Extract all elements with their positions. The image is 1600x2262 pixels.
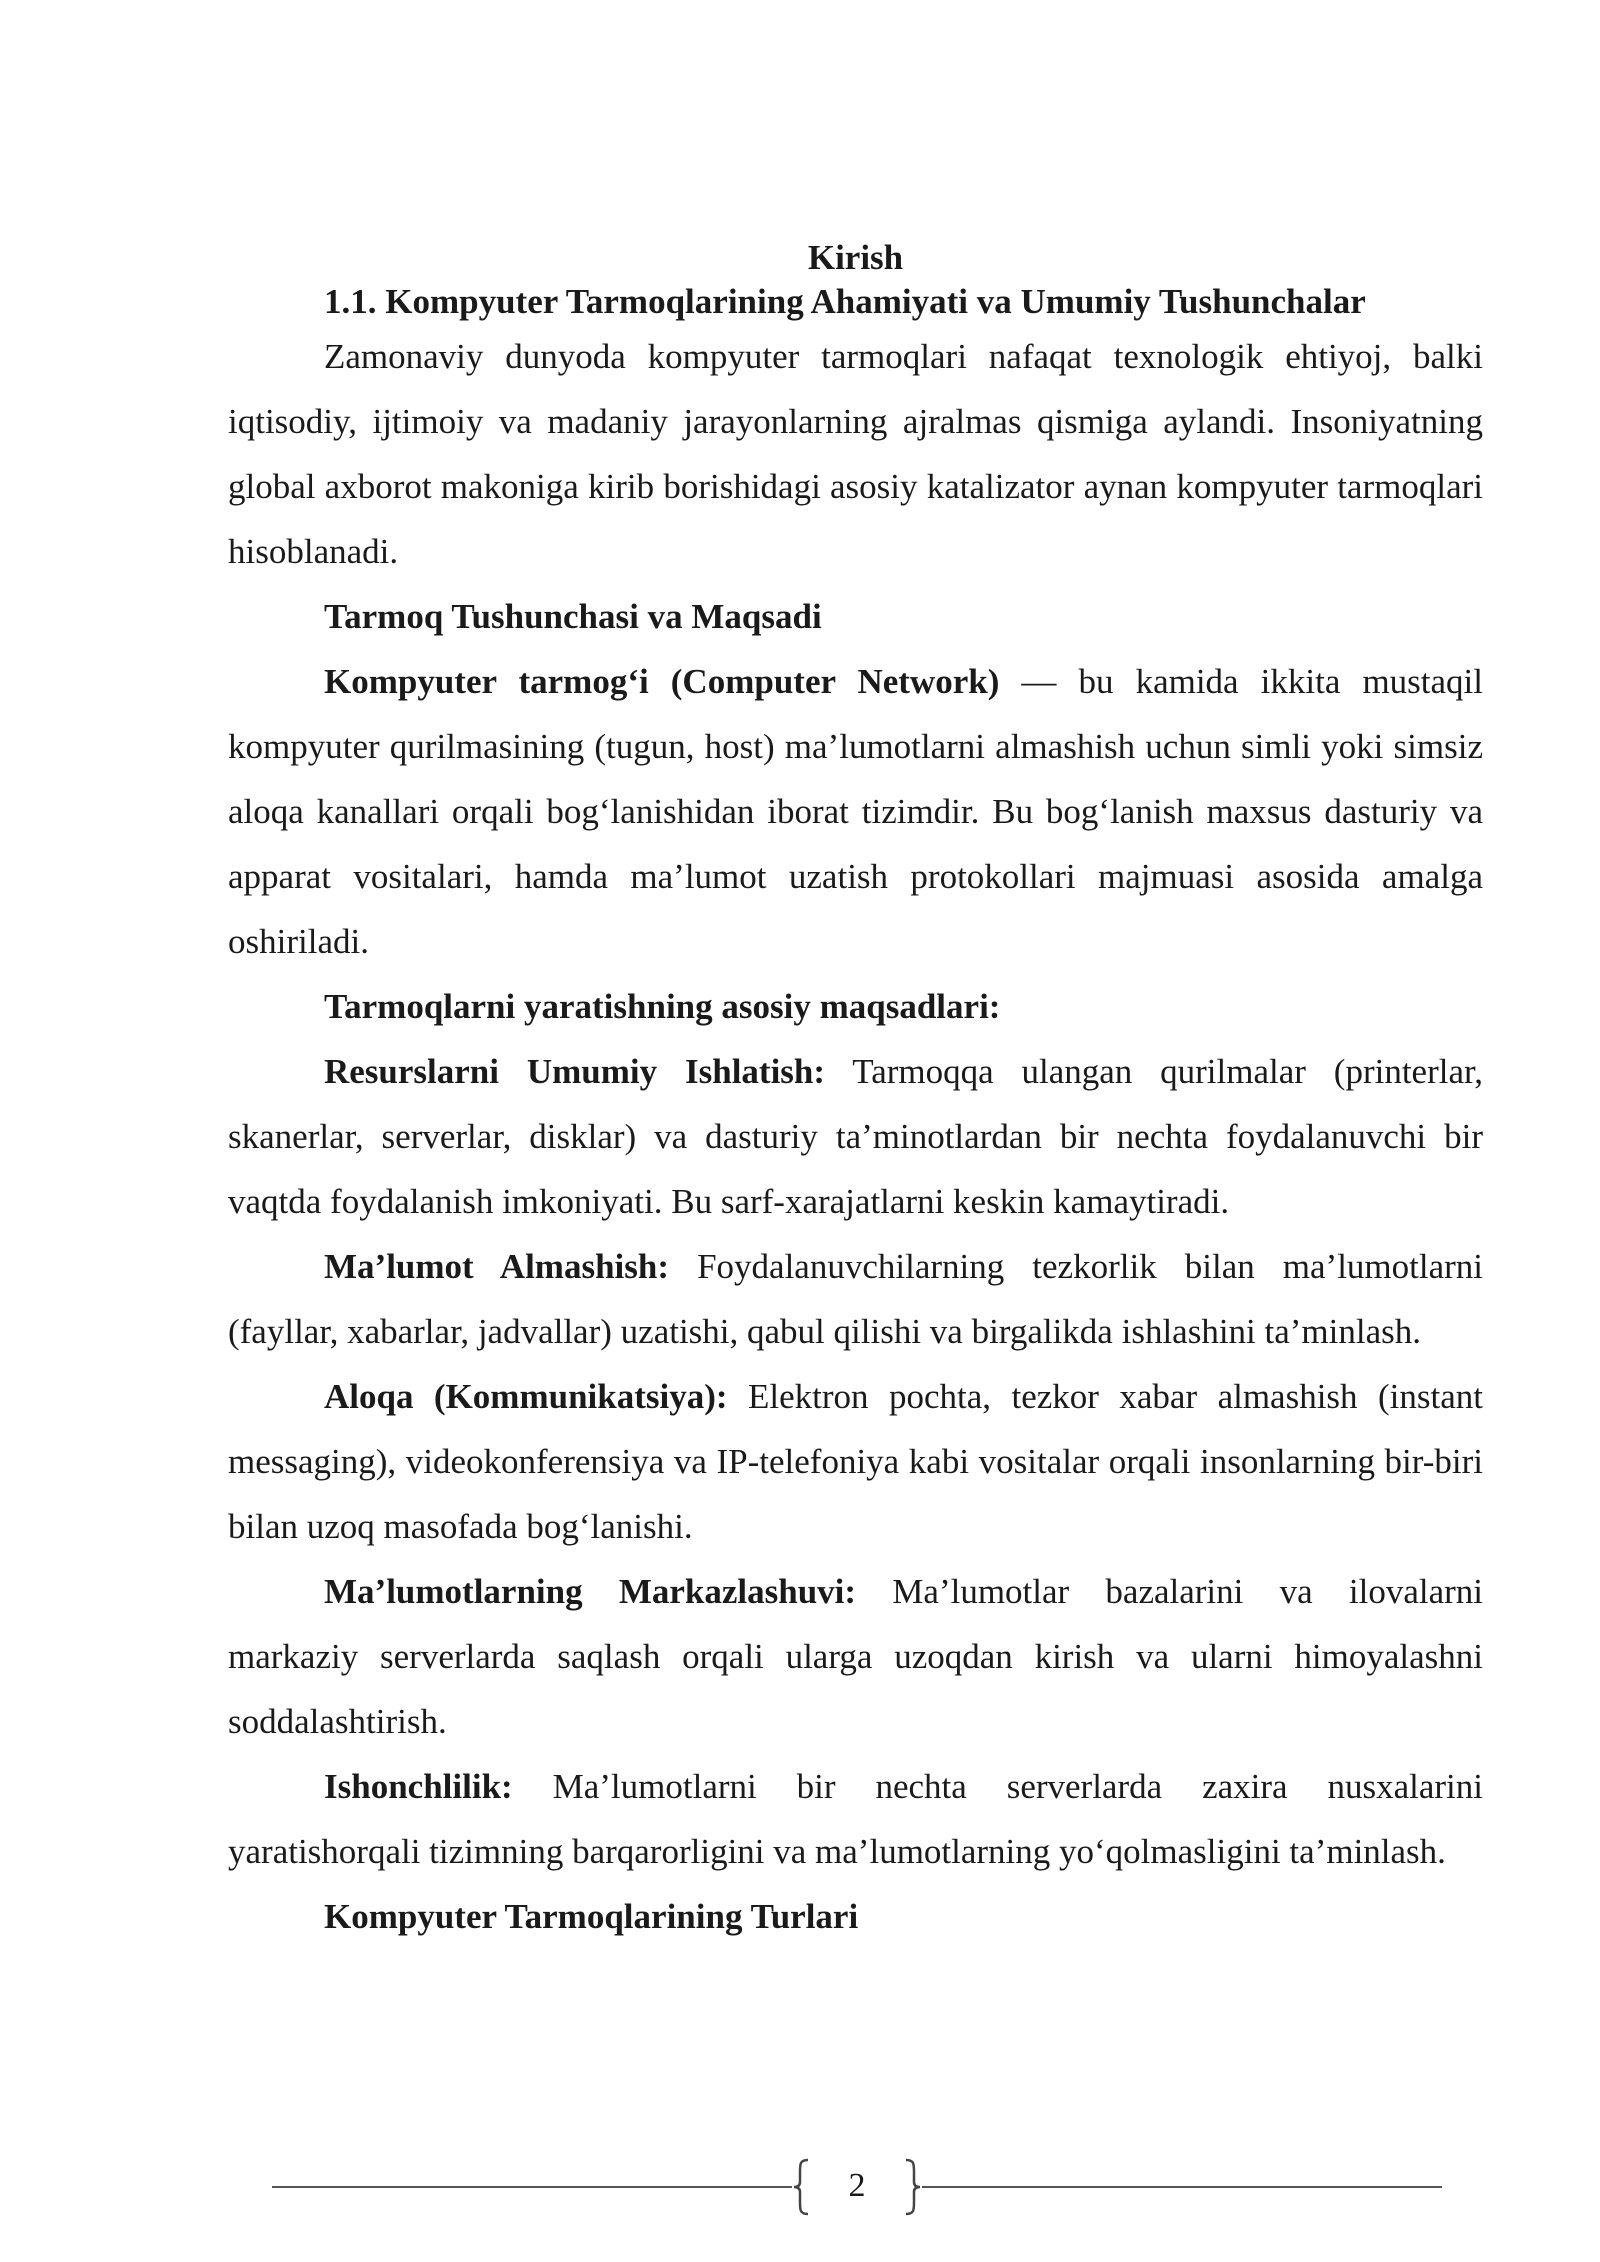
goal-text: Foydalanuvchilarning tezkorlik bilan ma’lumotlarni (fayllar, xabarlar, jadvallar) uzatishi, qabul qilishi va birgalikda ishlashini ta’minlash. (228, 1247, 1484, 1351)
page-number: 2 (848, 2167, 866, 2204)
subheading-concept: Tarmoq Tushunchasi va Maqsadi (324, 597, 822, 636)
subheading-goals: Tarmoqlarni yaratishning asosiy maqsadlari: (324, 987, 1001, 1026)
document-title: Kirish (807, 238, 904, 277)
goal-text: Ma’lumotlarni bir nechta serverlarda zaxira nusxalarini yaratishorqali tizimning barqarorligini va ma’lumotlarning yo‘qolmasligini ta’minlash. (228, 1767, 1483, 1871)
right-bracket-icon (902, 2158, 922, 2216)
goal-term: Ma’lumot Almashish: (324, 1247, 670, 1286)
subheading-types: Kompyuter Tarmoqlarining Turlari (324, 1897, 859, 1936)
goal-text: Ma’lumotlar bazalarini va ilovalarni markaziy serverlarda saqlash orqali ularga uzoqdan kirish va ularni himoyalashni soddalashtirish. (228, 1572, 1483, 1741)
definition-paragraph (228, 649, 1483, 974)
left-bracket-icon (792, 2158, 812, 2216)
goal-paragraph-exchange (228, 1234, 1483, 1364)
definition-term: Kompyuter tarmog‘i (Computer Network) (324, 662, 1000, 701)
goal-paragraph-resources (228, 1039, 1483, 1234)
page-footer (272, 2158, 1442, 2218)
footer-rule-left (272, 2186, 792, 2188)
goal-term: Aloqa (Kommunikatsiya): (324, 1377, 728, 1416)
section-heading: 1.1. Kompyuter Tarmoqlarining Ahamiyati va Umumiy Tushunchalar (324, 282, 1366, 321)
goal-term: Ishonchlilik: (324, 1767, 513, 1806)
goal-paragraph-reliability (228, 1754, 1483, 1884)
goal-paragraph-communication (228, 1364, 1483, 1559)
document-page (228, 236, 1483, 1949)
goal-text: Elektron pochta, tezkor xabar almashish (instant messaging), videokonferensiya va IP-telefoniya kabi vositalar orqali insonlarning bir-biri bilan uzoq masofada bog‘lanishi. (228, 1377, 1483, 1546)
goal-paragraph-centralization (228, 1559, 1483, 1754)
goal-term: Ma’lumotlarning Markazlashuvi: (324, 1572, 857, 1611)
definition-text: — bu kamida ikkita mustaqil kompyuter qurilmasining (tugun, host) ma’lumotlarni almashish uchun simli yoki simsiz aloqa kanallari orqali bog‘lanishidan iborat tizimdir. Bu bog‘lanish maxsus dasturiy va apparat vositalari, hamda ma’lumot uzatish protokollari majmuasi asosida amalga oshiriladi. (228, 662, 1483, 961)
footer-rule-right (922, 2186, 1442, 2188)
goal-term: Resurslarni Umumiy Ishlatish: (324, 1052, 826, 1091)
goal-text: Tarmoqqa ulangan qurilmalar (printerlar, skanerlar, serverlar, disklar) va dasturiy ta’minotlardan bir nechta foydalanuvchi bir vaqtda foydalanish imkoniyati. Bu sarf-xarajatlarni keskin kamaytiradi. (228, 1052, 1483, 1221)
intro-paragraph: Zamonaviy dunyoda kompyuter tarmoqlari nafaqat texnologik ehtiyoj, balki iqtisodiy, ijtimoiy va madaniy jarayonlarning ajralmas qismiga aylandi. Insoniyatning global axborot makoniga kirib borishidagi asosiy katalizator aynan kompyuter tarmoqlari hisoblanadi. (228, 337, 1483, 571)
